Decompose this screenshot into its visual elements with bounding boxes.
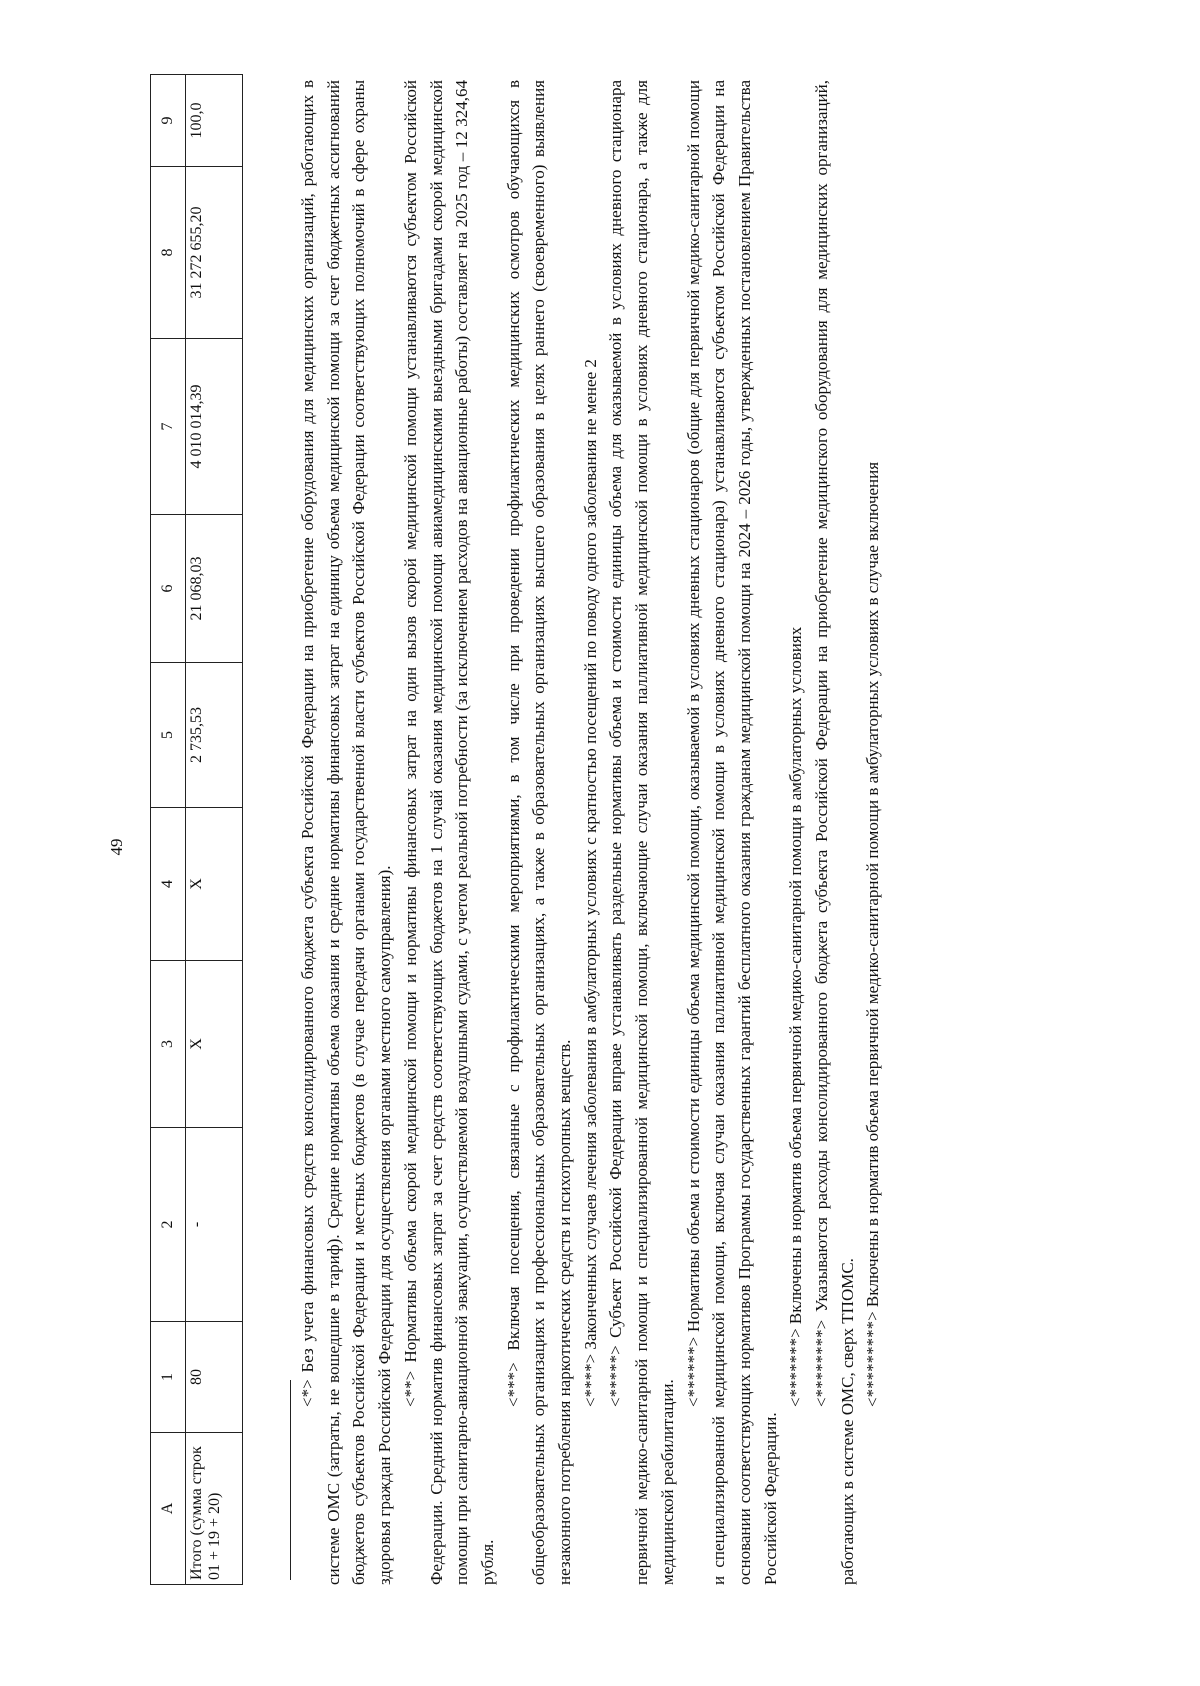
table-cell: Х: [186, 808, 243, 961]
table-header-cell: 3: [151, 961, 186, 1128]
footnote: <***> Включая посещения, связанные с профилактическими мероприятиями, в том числе при проведении профилактических медицинских осмотров обучающихся в общеобразовательных организациях и профессиональных образовательных организациях, а также в образовательных организациях высшего образования в целях раннего (своевременного) выявления незаконного потребления наркотических средств и психотропных веществ.: [503, 80, 575, 1585]
table-cell: 80: [186, 1322, 243, 1433]
footnote: <****> Законченных случаев лечения заболевания в амбулаторных условиях с кратностью посещений по поводу одного заболевания не менее 2: [580, 359, 600, 1407]
table-header-cell: 5: [151, 663, 186, 808]
table-header-row: [151, 75, 186, 1585]
table-row: [186, 75, 243, 1585]
table-cell: 31 272 655,20: [186, 167, 243, 339]
footnote: <******> Нормативы объема и стоимости единицы объема медицинской помощи, оказываемой в условиях дневных стационаров (общие для первичной медико-санитарной помощи и специализированной медицинской помощи, включая случаи оказания паллиативной медицинской помощи в условиях дневного стационара) устанавливаются субъектом Российской Федерации на основании соответствующих нормативов Программы государственных гарантий бесплатного оказания гражданам медицинской помощи на 2024 – 2026 годы, утвержденных постановлением Правительства Российской Федерации.: [683, 80, 780, 1585]
footnotes: [295, 80, 886, 1585]
table-header-cell: 2: [151, 1128, 186, 1322]
footnote: <**> Нормативы объема скорой медицинской помощи и нормативы финансовых затрат на один вызов скорой медицинской помощи устанавливаются субъектом Российской Федерации. Средний норматив финансовых затрат за счет средств соответствующих бюджетов на 1 случай оказания медицинской помощи авиамедицинскими выездными бригадами скорой медицинской помощи при санитарно-авиационной эвакуации, осуществляемой воздушными судами, с учетом реальной потребности (за исключением расходов на авиационные работы) составляет на 2025 год – 12 324,64 рубля.: [400, 80, 497, 1585]
footnote: <********> Указываются расходы консолидированного бюджета субъекта Российской Федерации на приобретение медицинского оборудования для медицинских организаций, работающих в системе ОМС, сверх ТПОМС.: [812, 80, 857, 1585]
table-cell: Итого (сумма строк 01 + 19 + 20): [186, 1433, 243, 1585]
table-header-cell: А: [151, 1433, 186, 1585]
table-header-cell: 8: [151, 167, 186, 339]
footnote-divider: [290, 1380, 291, 1580]
table-header-cell: 7: [151, 339, 186, 515]
rotated-content: [150, 75, 1080, 1585]
summary-table: [150, 74, 243, 1585]
table-header-cell: 6: [151, 515, 186, 663]
table-cell: Х: [186, 961, 243, 1128]
table-cell: 21 068,03: [186, 515, 243, 663]
table-cell: 4 010 014,39: [186, 339, 243, 515]
page-number: 49: [107, 838, 126, 856]
footnote: <*********> Включены в норматив объема первичной медико-санитарной помощи в амбулаторных условиях в случае включения: [863, 461, 883, 1407]
footnote: <*> Без учета финансовых средств консолидированного бюджета субъекта Российской Федерации на приобретение оборудования для медицинских организаций, работающих в системе ОМС (затраты, не вошедшие в тариф). Средние нормативы объема оказания и средние нормативы финансовых затрат на единицу объема медицинской помощи за счет бюджетных ассигнований бюджетов субъектов Российской Федерации и местных бюджетов (в случае передачи органами государственной власти субъектов Российской Федерации соответствующих полномочий в сфере охраны здоровья граждан Российской Федерации для осуществления органами местного самоуправления).: [298, 80, 395, 1585]
table-cell: 2 735,53: [186, 663, 243, 808]
table-header-cell: 4: [151, 808, 186, 961]
footnote: <*******> Включены в норматив объема первичной медико-санитарной помощи в амбулаторных условиях: [786, 626, 806, 1407]
table-cell: -: [186, 1128, 243, 1322]
table-header-cell: 1: [151, 1322, 186, 1433]
table-header-cell: 9: [151, 75, 186, 167]
footnote: <*****> Субъект Российской Федерации вправе устанавливать раздельные нормативы объема и стоимости единицы объема для оказываемой в условиях дневного стационара первичной медико-санитарной помощи и специализированной медицинской помощи, включающие случаи оказания паллиативной медицинской помощи в условиях дневного стационара, а также для медицинской реабилитации.: [606, 80, 677, 1585]
table-cell: 100,0: [186, 75, 243, 167]
